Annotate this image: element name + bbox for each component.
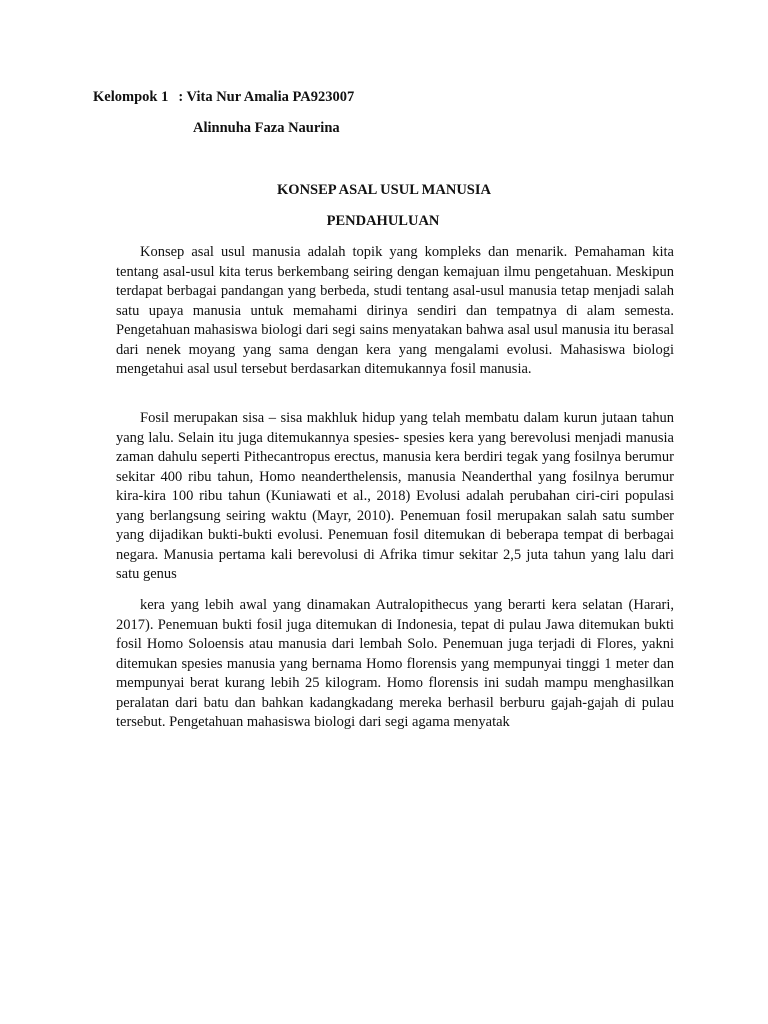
section-heading (0, 212, 768, 230)
paragraph-1: Konsep asal usul manusia adalah topik yang kompleks dan menarik. Pemahaman kita tentang asal-usul kita terus berkembang seiring dengan kemajuan ilmu pengetahuan. Meskipun terdapat berbagai pandangan yang berbeda, studi tentang asal-usul manusia tetap menjadi salah satu upaya manusia untuk memahami dirinya sendiri dan tempatnya di alam semesta. Pengetahuan mahasiswa biologi dari segi sains menyatakan bahwa asal usul manusia itu berasal dari nenek moyang yang sama dengan kera yang mengalami evolusi. Mahasiswa biologi mengetahui asal usul tersebut berdasarkan ditemukannya fosil manusia. (116, 244, 674, 377)
section-heading-text: PENDAHULUAN (326, 213, 440, 229)
header-separator: : (178, 89, 184, 105)
paragraph-3: kera yang lebih awal yang dinamakan Autralopithecus yang berarti kera selatan (Harari, 2017). Penemuan bukti fosil juga ditemukan di Indonesia, tepat di pulau Jawa ditemukan bukti fosil Homo Soloensis atau manusia dari lembah Solo. Penemuan juga terjadi di Flores, yakni ditemukan spesies manusia yang bernama Homo florensis yang mempunyai tinggi 1 meter dan mempunyai berat kurang lebih 25 kilogram. Homo florensis ini sudah mampu menghasilkan peralatan dari batu dan bahkan kadangkadang mereka berhasil berburu gajah-gajah di pulau tersebut. Pengetahuan mahasiswa biologi dari segi agama menyatak (116, 597, 674, 730)
group-header (93, 88, 354, 106)
group-label: Kelompok 1 (93, 89, 169, 105)
member-1-name: Vita Nur Amalia PA923007 (186, 89, 355, 105)
paragraph-2: Fosil merupakan sisa – sisa makhluk hidup yang telah membatu dalam kurun jutaan tahun yang lalu. Selain itu juga ditemukannya spesies- spesies kera yang berevolusi menjadi manusia zaman dahulu seperti Pithecantropus erectus, manusia kera berdiri tegak yang fosilnya berumur sekitar 400 ribu tahun, Homo neanderthelensis, manusia Neanderthal yang fosilnya berumur kira-kira 100 ribu tahun (Kuniawati et al., 2018) Evolusi adalah perubahan ciri-ciri populasi yang berlangsung seiring waktu (Mayr, 2010). Penemuan fosil merupakan salah satu sumber yang dijadikan bukti-bukti evolusi. Penemuan fosil ditemukan di beberapa tempat di berbagai negara. Manusia pertama kali berevolusi di Afrika timur sekitar 2,5 juta tahun yang lalu dari satu genus (116, 410, 674, 582)
document-title: KONSEP ASAL USUL MANUSIA (277, 182, 491, 198)
member-2-name: Alinnuha Faza Naurina (193, 120, 340, 136)
